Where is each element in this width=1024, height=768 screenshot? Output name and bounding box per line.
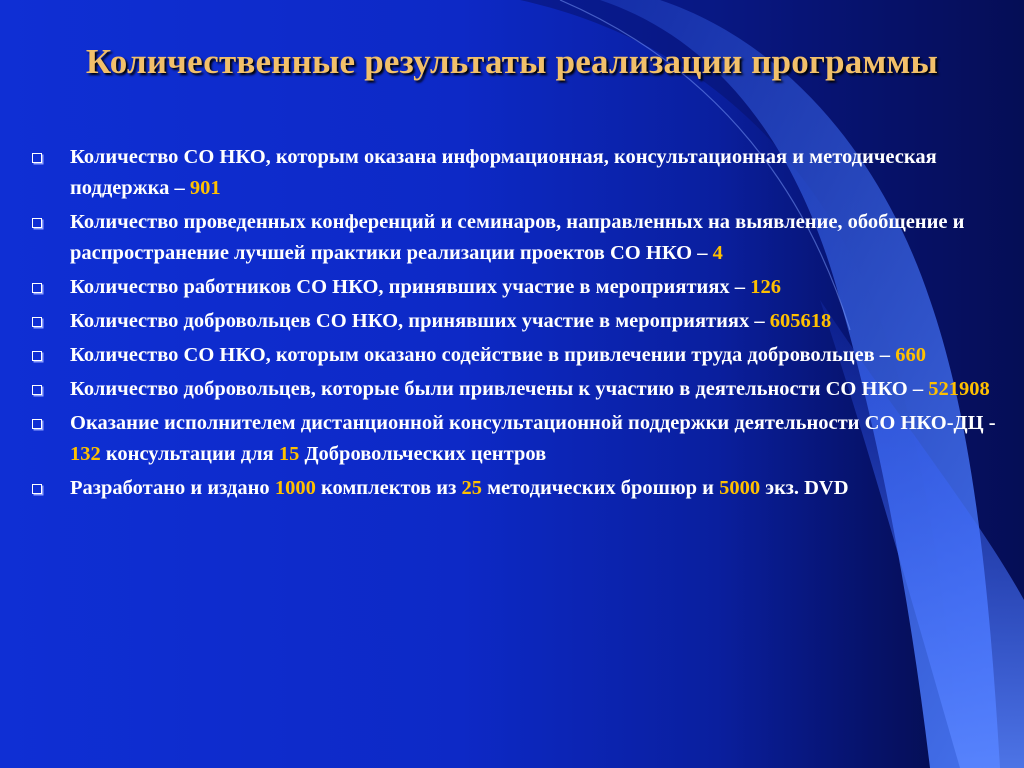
square-bullet-icon	[32, 419, 42, 429]
list-item	[30, 374, 1000, 405]
list-item-text	[70, 306, 1000, 337]
highlighted-value: 15	[278, 443, 300, 465]
highlighted-value: 4	[712, 242, 723, 264]
square-bullet-icon	[32, 153, 42, 163]
item-text-segment: консультации для	[100, 443, 279, 465]
list-item-text	[70, 473, 1000, 504]
highlighted-value: 660	[895, 344, 926, 366]
highlighted-value: 605618	[769, 310, 832, 332]
item-text-segment: Оказание исполнителем дистанционной консультационной поддержки деятельности СО НКО-ДЦ -	[70, 412, 996, 434]
item-text-segment: экз. DVD	[760, 477, 849, 499]
list-item	[30, 142, 1000, 204]
highlighted-value: 132	[70, 443, 101, 465]
list-item	[30, 272, 1000, 303]
slide-title: Количественные результаты реализации программы	[85, 42, 939, 81]
square-bullet-icon	[32, 317, 42, 327]
highlighted-value: 901	[189, 177, 221, 199]
item-text-segment: Добровольческих центров	[299, 443, 547, 465]
list-item-text	[70, 272, 1000, 303]
list-item-text	[70, 207, 1000, 269]
item-text-segment: комплектов из	[315, 477, 462, 499]
highlighted-value: 5000	[719, 477, 761, 499]
list-item	[30, 207, 1000, 269]
list-item-text	[70, 374, 1000, 405]
square-bullet-icon	[32, 484, 42, 494]
item-text-segment: Количество добровольцев СО НКО, принявших участие в мероприятиях –	[70, 310, 770, 332]
item-text-segment: Количество добровольцев, которые были привлечены к участию в деятельности СО НКО –	[70, 378, 929, 400]
item-text-segment: Количество работников СО НКО, принявших участие в мероприятиях –	[70, 276, 751, 298]
results-list	[30, 142, 1000, 507]
highlighted-value: 1000	[274, 477, 316, 499]
highlighted-value: 25	[461, 477, 482, 499]
item-text-segment: методических брошюр и	[481, 477, 720, 499]
square-bullet-icon	[32, 385, 42, 395]
item-text-segment: Количество СО НКО, которым оказано содействие в привлечении труда добровольцев –	[70, 344, 896, 366]
list-item	[30, 473, 1000, 504]
square-bullet-icon	[32, 351, 42, 361]
list-item	[30, 306, 1000, 337]
square-bullet-icon	[32, 283, 42, 293]
item-text-segment: Разработано и издано	[70, 477, 275, 499]
item-text-segment: Количество проведенных конференций и семинаров, направленных на выявление, обобщение и распространение лучшей практики реализации проектов СО НКО –	[70, 211, 965, 264]
square-bullet-icon	[32, 218, 42, 228]
item-text-segment: Количество СО НКО, которым оказана информационная, консультационная и методическая поддержка –	[70, 146, 937, 199]
highlighted-value: 521908	[928, 378, 990, 400]
list-item-text	[70, 142, 1000, 204]
list-item-text	[70, 340, 1000, 371]
list-item	[30, 340, 1000, 371]
highlighted-value: 126	[750, 276, 781, 298]
list-item-text	[70, 408, 1000, 470]
list-item	[30, 408, 1000, 470]
